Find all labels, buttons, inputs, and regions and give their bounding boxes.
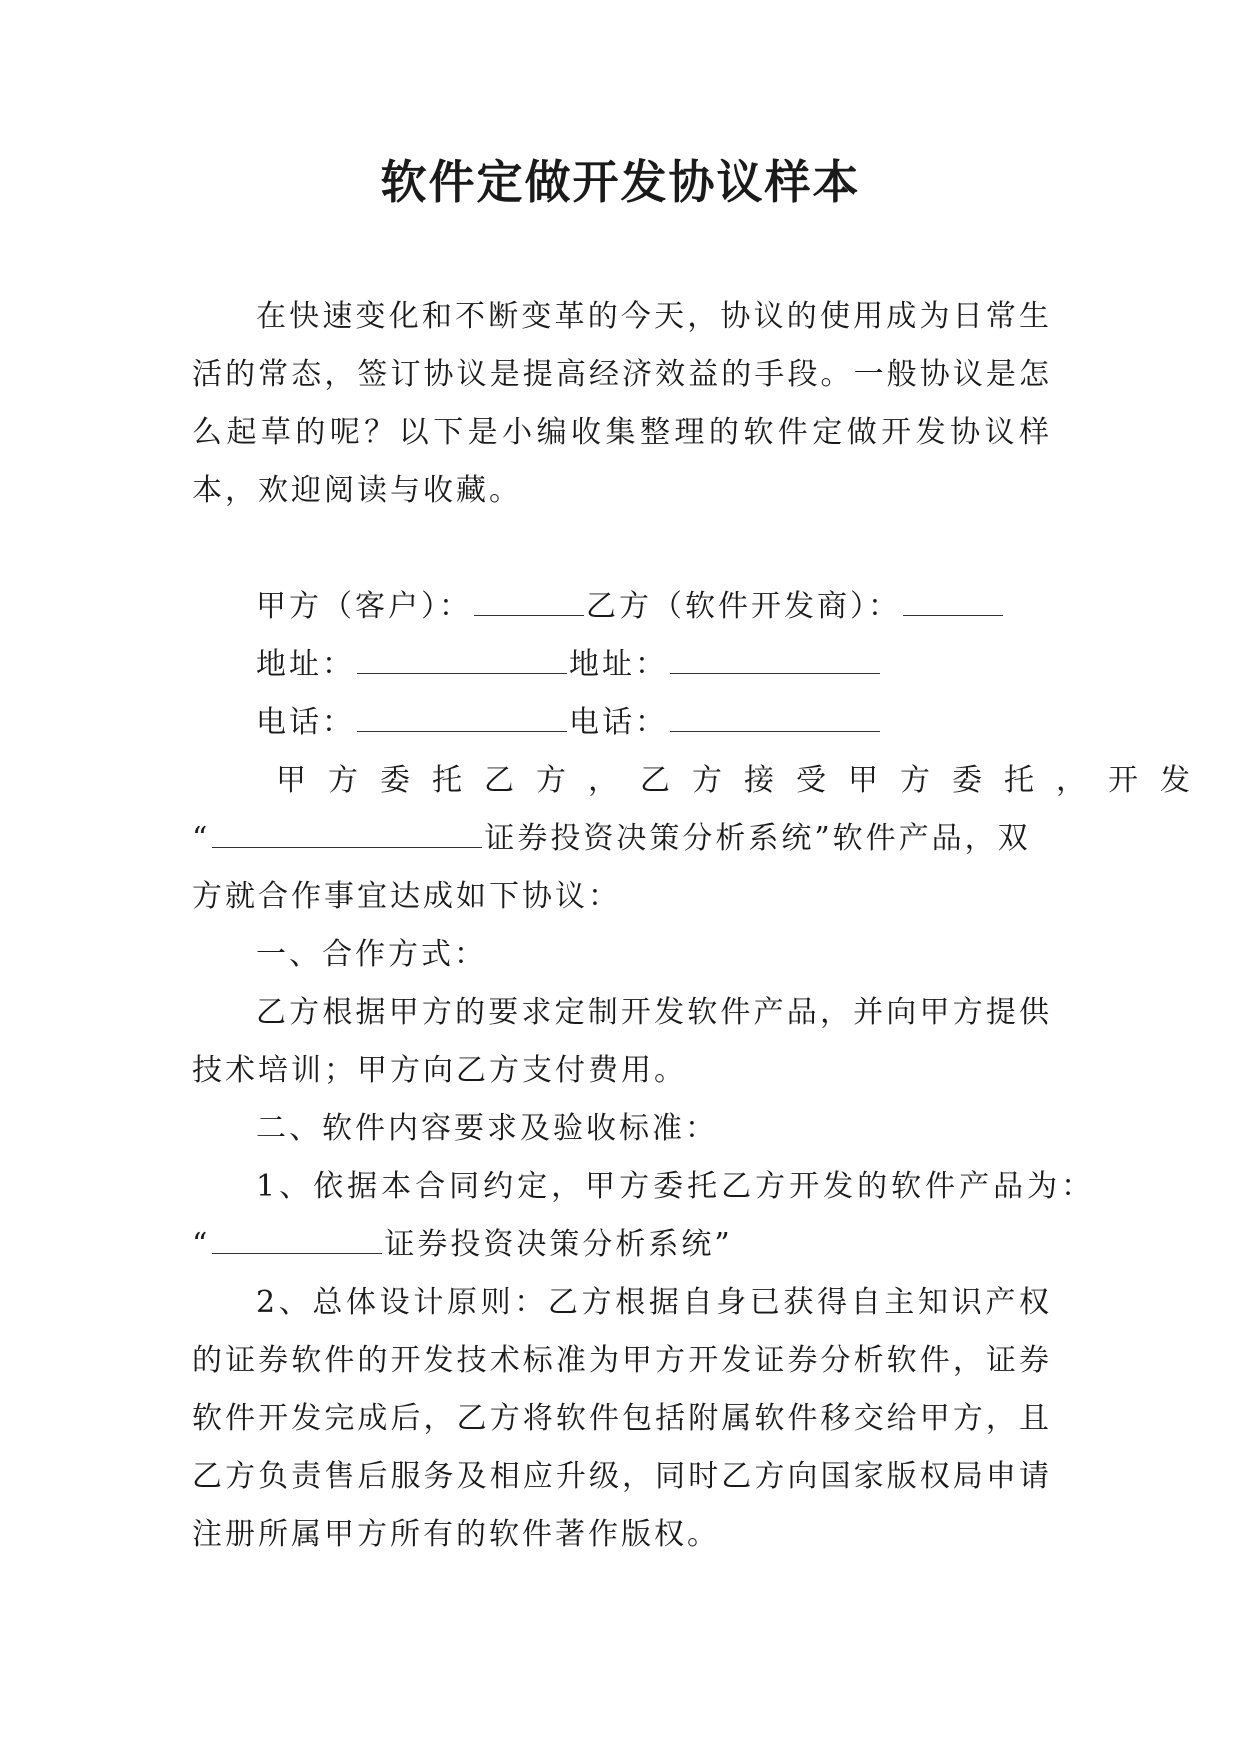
party-a-label: 甲方（客户）：: [256, 589, 472, 624]
section2-heading: 二、软件内容要求及验收标准：: [256, 1111, 718, 1146]
item1-product-line: [192, 1216, 1052, 1274]
entrust-product-rest: 证券投资决策分析系统”软件产品，双: [484, 821, 1031, 856]
address-b-blank: [670, 643, 880, 674]
phone-b-blank: [670, 701, 880, 732]
open-quote: “: [192, 821, 211, 856]
address-label-a: 地址：: [256, 647, 355, 682]
party-b-label: 乙方（软件开发商）：: [586, 589, 901, 624]
parties-line: [192, 578, 1052, 636]
phone-label-b: 电话：: [569, 705, 668, 740]
section1-heading: 一、合作方式：: [256, 937, 487, 972]
section1-body: 乙方根据甲方的要求定制开发软件产品，并向甲方提供技术培训；甲方向乙方支付费用。: [192, 995, 1052, 1088]
phone-line: [192, 694, 1052, 752]
item2-paragraph: 2、总体设计原则：乙方根据自身已获得自主知识产权的证券软件的开发技术标准为甲方开发证券分析软件，证券软件开发完成后，乙方将软件包括附属软件移交给甲方，且乙方负责售后服务及相应升级，同时乙方向国家版权局申请注册所属甲方所有的软件著作版权。: [192, 1285, 1052, 1552]
party-b-blank: [903, 585, 1003, 616]
address-a-blank: [357, 643, 567, 674]
address-line: [192, 636, 1052, 694]
item1-product-rest: 证券投资决策分析系统”: [384, 1227, 733, 1262]
phone-a-blank: [357, 701, 567, 732]
entrust-line: 甲方委托乙方，乙方接受甲方委托，开发: [276, 763, 1212, 798]
intro-paragraph: 在快速变化和不断变革的今天，协议的使用成为日常生活的常态，签订协议是提高经济效益的手段。一般协议是怎么起草的呢？以下是小编收集整理的软件定做开发协议样本，欢迎阅读与收藏。: [192, 299, 1052, 508]
paragraph-spacer: [192, 520, 1052, 578]
product-name-blank: [212, 817, 482, 848]
document-title: 软件定做开发协议样本: [380, 155, 861, 209]
item1-open-quote: “: [192, 1227, 211, 1262]
entrust-end-line: 方就合作事宜达成如下协议：: [192, 879, 621, 914]
item1-text: 1、依据本合同约定，甲方委托乙方开发的软件产品为：: [256, 1169, 1096, 1204]
phone-label-a: 电话：: [256, 705, 355, 740]
document-body: [192, 288, 1212, 1564]
address-label-b: 地址：: [569, 647, 668, 682]
item1-product-blank: [212, 1223, 382, 1254]
party-a-blank: [474, 585, 584, 616]
entrust-product-line: [192, 810, 1052, 868]
